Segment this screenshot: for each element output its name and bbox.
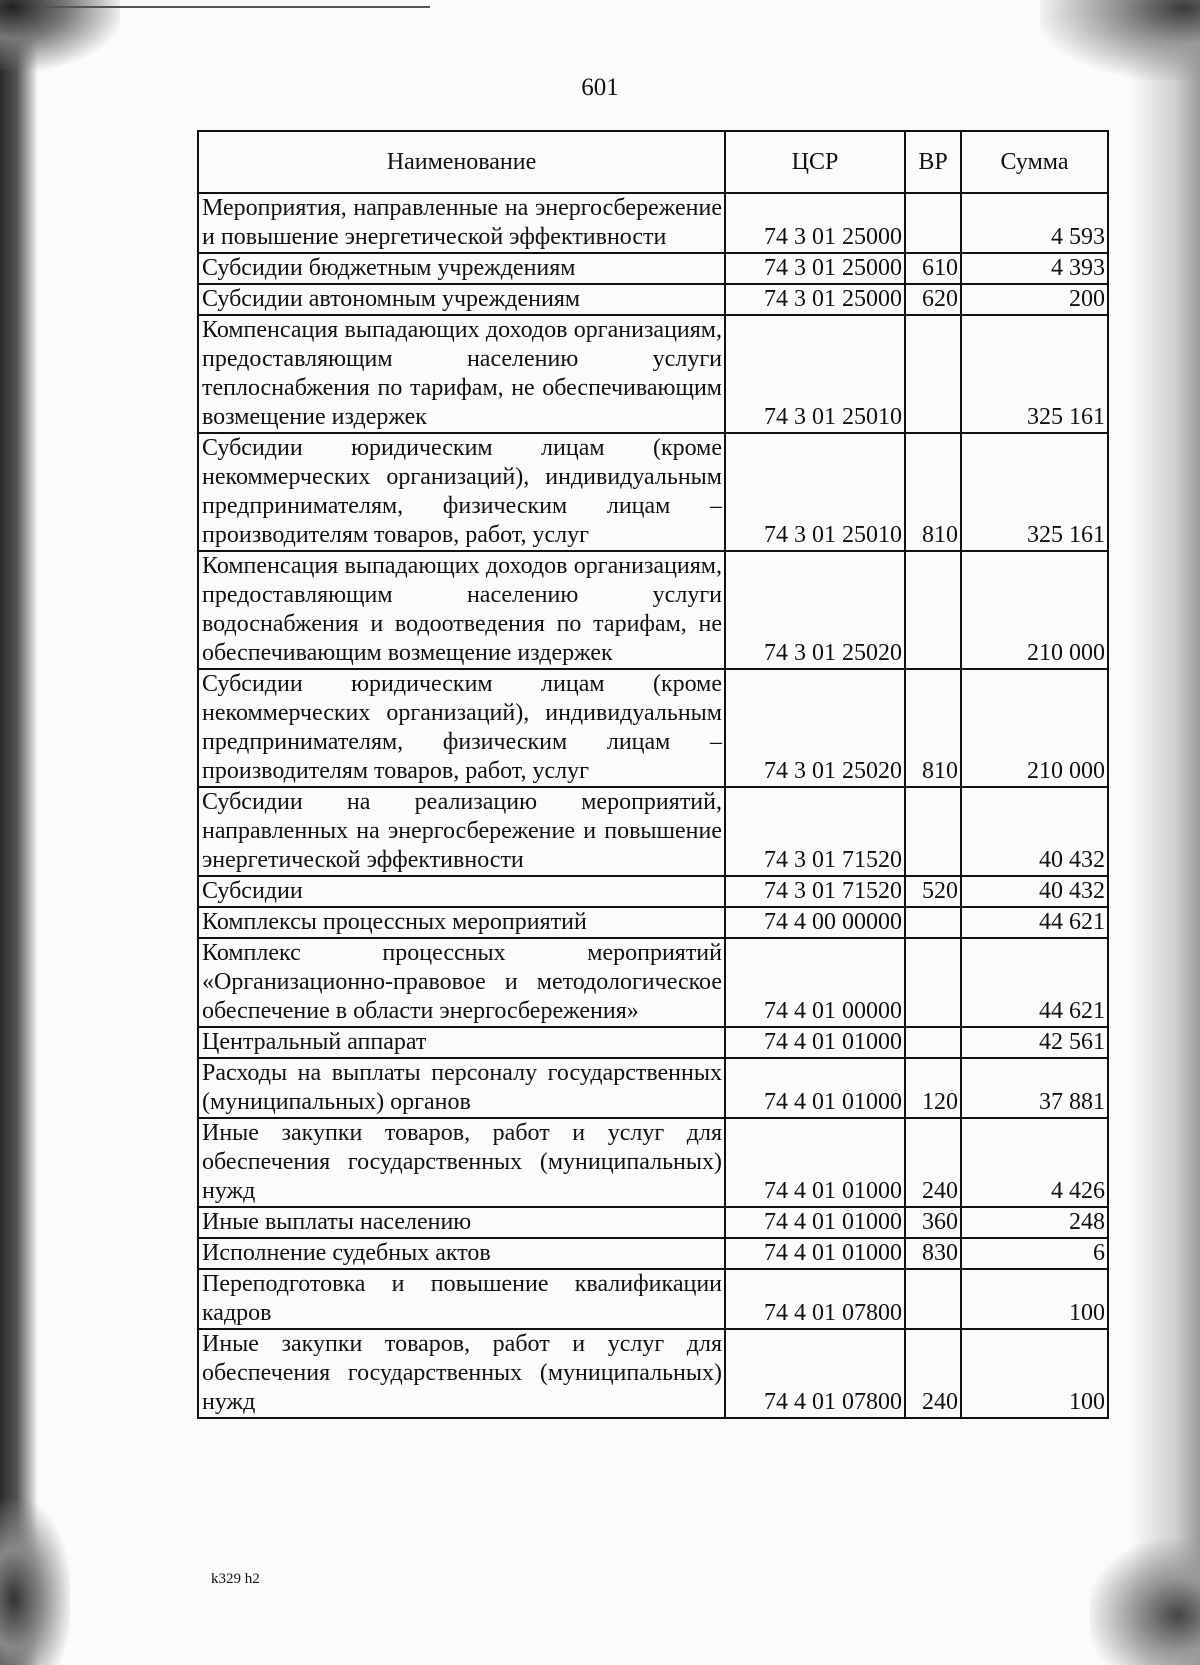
cell-sum: 40 432 (961, 876, 1108, 907)
cell-sum: 248 (961, 1207, 1108, 1238)
cell-sum: 200 (961, 284, 1108, 315)
table-row (198, 1058, 1108, 1118)
cell-vr (905, 315, 961, 433)
table-header (198, 131, 1108, 193)
cell-name: Иные закупки товаров, работ и услуг для обеспечения государственных (муниципальных) нужд (198, 1118, 725, 1207)
cell-name: Субсидии автономным учреждениям (198, 284, 725, 315)
cell-csr: 74 4 00 00000 (725, 907, 905, 938)
cell-sum: 44 621 (961, 907, 1108, 938)
cell-sum: 42 561 (961, 1027, 1108, 1058)
cell-csr: 74 4 01 01000 (725, 1118, 905, 1207)
cell-csr: 74 3 01 25000 (725, 253, 905, 284)
cell-vr (905, 787, 961, 876)
table-row (198, 315, 1108, 433)
cell-csr: 74 4 01 07800 (725, 1329, 905, 1418)
table-body (198, 193, 1108, 1418)
footer-code: k329 h2 (211, 1571, 260, 1587)
header-vr: ВР (905, 131, 961, 193)
top-rule (40, 6, 430, 8)
cell-sum: 44 621 (961, 938, 1108, 1027)
cell-name: Компенсация выпадающих доходов организациям, предоставляющим населению услуги теплоснабжения по тарифам, не обеспечивающим возмещение издержек (198, 315, 725, 433)
cell-vr (905, 907, 961, 938)
table-row (198, 1329, 1108, 1418)
cell-vr: 610 (905, 253, 961, 284)
header-sum: Сумма (961, 131, 1108, 193)
budget-table (197, 130, 1109, 1419)
cell-csr: 74 3 01 25000 (725, 193, 905, 253)
cell-vr: 120 (905, 1058, 961, 1118)
cell-sum: 6 (961, 1238, 1108, 1269)
cell-vr (905, 1269, 961, 1329)
table-row (198, 1269, 1108, 1329)
cell-csr: 74 4 01 01000 (725, 1027, 905, 1058)
table-row (198, 876, 1108, 907)
cell-name: Иные закупки товаров, работ и услуг для обеспечения государственных (муниципальных) нужд (198, 1329, 725, 1418)
cell-csr: 74 4 01 00000 (725, 938, 905, 1027)
cell-vr: 240 (905, 1329, 961, 1418)
cell-vr (905, 193, 961, 253)
cell-name: Иные выплаты населению (198, 1207, 725, 1238)
cell-sum: 325 161 (961, 315, 1108, 433)
table-row (198, 253, 1108, 284)
scan-smudge-top-left (0, 0, 120, 70)
cell-name: Субсидии бюджетным учреждениям (198, 253, 725, 284)
cell-vr (905, 938, 961, 1027)
cell-vr: 830 (905, 1238, 961, 1269)
scan-smudge-bottom-right (1090, 1540, 1200, 1665)
cell-csr: 74 3 01 25000 (725, 284, 905, 315)
scan-smudge-top-right (1040, 0, 1200, 80)
header-csr: ЦСР (725, 131, 905, 193)
table-row (198, 787, 1108, 876)
cell-csr: 74 4 01 01000 (725, 1238, 905, 1269)
cell-vr: 240 (905, 1118, 961, 1207)
table-row (198, 1027, 1108, 1058)
cell-name: Компенсация выпадающих доходов организациям, предоставляющим населению услуги водоснабжения и водоотведения по тарифам, не обеспечивающим возмещение издержек (198, 551, 725, 669)
scan-edge-left (0, 0, 38, 1665)
cell-vr: 360 (905, 1207, 961, 1238)
table-row (198, 907, 1108, 938)
table-row (198, 193, 1108, 253)
cell-csr: 74 3 01 71520 (725, 876, 905, 907)
scan-smudge-bottom-left (0, 1500, 70, 1665)
cell-name: Центральный аппарат (198, 1027, 725, 1058)
table-row (198, 669, 1108, 787)
cell-name: Субсидии на реализацию мероприятий, направленных на энергосбережение и повышение энергетической эффективности (198, 787, 725, 876)
page-number: 601 (581, 74, 619, 101)
cell-csr: 74 4 01 01000 (725, 1058, 905, 1118)
cell-vr: 620 (905, 284, 961, 315)
table-row (198, 551, 1108, 669)
cell-sum: 40 432 (961, 787, 1108, 876)
cell-csr: 74 4 01 07800 (725, 1269, 905, 1329)
scan-edge-right (1130, 0, 1200, 1665)
cell-name: Субсидии юридическим лицам (кроме некоммерческих организаций), индивидуальным предпринимателям, физическим лицам – производителям товаров, работ, услуг (198, 669, 725, 787)
cell-name: Исполнение судебных актов (198, 1238, 725, 1269)
table-row (198, 433, 1108, 551)
cell-name: Переподготовка и повышение квалификации кадров (198, 1269, 725, 1329)
cell-sum: 210 000 (961, 551, 1108, 669)
table-row (198, 1118, 1108, 1207)
cell-csr: 74 3 01 71520 (725, 787, 905, 876)
cell-sum: 4 426 (961, 1118, 1108, 1207)
cell-name: Комплексы процессных мероприятий (198, 907, 725, 938)
cell-vr: 520 (905, 876, 961, 907)
header-name: Наименование (198, 131, 725, 193)
cell-csr: 74 3 01 25020 (725, 551, 905, 669)
cell-csr: 74 4 01 01000 (725, 1207, 905, 1238)
table-row (198, 938, 1108, 1027)
cell-sum: 100 (961, 1329, 1108, 1418)
cell-name: Субсидии юридическим лицам (кроме некоммерческих организаций), индивидуальным предпринимателям, физическим лицам – производителям товаров, работ, услуг (198, 433, 725, 551)
cell-vr (905, 551, 961, 669)
cell-sum: 4 593 (961, 193, 1108, 253)
cell-sum: 210 000 (961, 669, 1108, 787)
cell-name: Мероприятия, направленные на энергосбережение и повышение энергетической эффективности (198, 193, 725, 253)
cell-csr: 74 3 01 25010 (725, 315, 905, 433)
table-row (198, 1238, 1108, 1269)
cell-csr: 74 3 01 25010 (725, 433, 905, 551)
cell-sum: 37 881 (961, 1058, 1108, 1118)
header-row (198, 131, 1108, 193)
cell-name: Расходы на выплаты персоналу государственных (муниципальных) органов (198, 1058, 725, 1118)
cell-vr: 810 (905, 433, 961, 551)
cell-csr: 74 3 01 25020 (725, 669, 905, 787)
table-row (198, 284, 1108, 315)
cell-sum: 4 393 (961, 253, 1108, 284)
cell-name: Субсидии (198, 876, 725, 907)
cell-sum: 100 (961, 1269, 1108, 1329)
cell-name: Комплекс процессных мероприятий «Организационно-правовое и методологическое обеспечение в области энергосбережения» (198, 938, 725, 1027)
cell-vr: 810 (905, 669, 961, 787)
table-row (198, 1207, 1108, 1238)
cell-vr (905, 1027, 961, 1058)
cell-sum: 325 161 (961, 433, 1108, 551)
